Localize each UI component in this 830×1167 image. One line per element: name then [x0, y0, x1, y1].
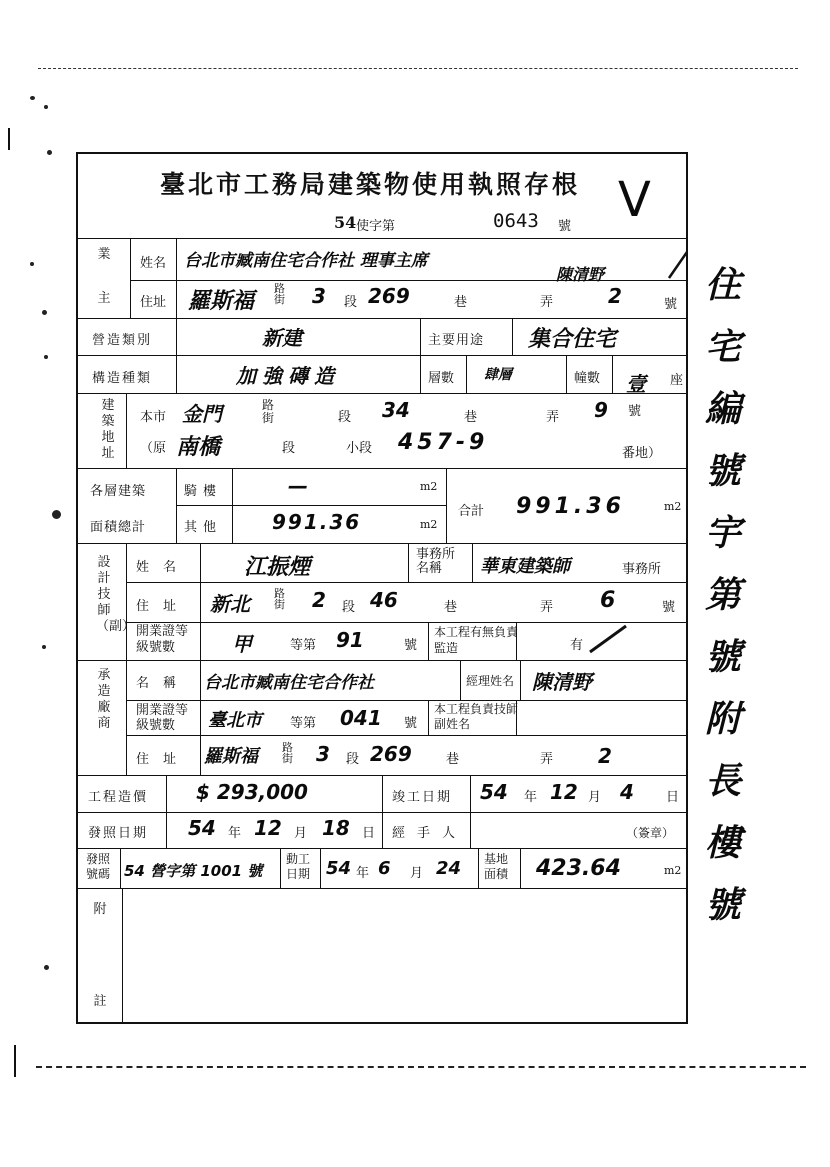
designer-road-label: 路街 — [274, 587, 285, 611]
rule — [520, 848, 521, 888]
contractor-addr-no: 2 — [598, 744, 612, 768]
issue-month: 12 — [254, 816, 282, 840]
issue-day: 18 — [322, 816, 350, 840]
contractor-mgr-value: 陳清野 — [532, 670, 592, 694]
owner-section-char1: 業 — [97, 247, 111, 262]
rule — [76, 393, 688, 394]
rule — [76, 660, 688, 661]
cost-value: $ 293,000 — [196, 780, 308, 804]
rule — [520, 660, 521, 700]
area-label-2: 面積總計 — [90, 520, 147, 535]
area-shared-value: 991.36 — [272, 510, 362, 534]
rule — [76, 468, 688, 469]
rule — [166, 775, 167, 812]
site-sec-label: 段 — [338, 410, 352, 425]
contractor-addr-sec: 3 — [316, 742, 330, 766]
start-label: 動工日期 — [286, 852, 311, 881]
site-road: 金門 — [182, 402, 222, 426]
area-total-unit: m2 — [664, 500, 682, 513]
owner-addr-lane: 269 — [368, 284, 410, 308]
designer-lic-no-label: 號 — [404, 638, 418, 653]
rule — [466, 355, 467, 393]
rule — [320, 848, 321, 888]
build-bldg-value: 壹 — [626, 372, 646, 396]
site-road-label: 路街 — [262, 398, 275, 425]
tick-stroke — [665, 250, 695, 280]
rule — [428, 622, 429, 660]
scan-speck — [30, 96, 35, 100]
scan-mark — [14, 1045, 16, 1077]
designer-addr-label: 住址 — [136, 599, 191, 614]
area-label-1: 各層建築 — [90, 484, 147, 499]
cost-label: 工程造價 — [88, 790, 149, 805]
contractor-addr-label: 住址 — [136, 752, 191, 767]
contractor-addr-road: 羅斯福 — [204, 746, 258, 767]
rule — [408, 543, 409, 582]
owner-addr-label: 住址 — [140, 295, 167, 310]
contractor-grade-label: 等第 — [290, 716, 317, 731]
check-mark: V — [618, 172, 651, 228]
notes-label-2: 註 — [93, 994, 107, 1009]
owner-name-value: 台北市臧南住宅合作社 理事主席 — [184, 251, 428, 271]
contractor-lane-label: 巷 — [446, 752, 460, 767]
rule — [176, 468, 177, 543]
rule — [122, 888, 123, 1024]
rule — [166, 812, 167, 848]
contractor-lic-no-label: 號 — [404, 716, 418, 731]
rule — [126, 735, 688, 736]
contractor-road-label: 路街 — [282, 741, 293, 765]
site-area-unit: m2 — [664, 864, 682, 877]
site-lane: 34 — [382, 398, 410, 422]
rule — [176, 318, 177, 393]
build-type-label: 營造類別 — [92, 333, 153, 348]
designer-addr-sec: 2 — [312, 588, 326, 612]
scan-speck — [30, 262, 34, 266]
build-use-label: 主要用途 — [428, 333, 485, 348]
site-lot: 457-9 — [398, 430, 489, 455]
designer-lic-grade: 甲 — [232, 632, 252, 656]
site-area-label: 基地面積 — [484, 852, 509, 881]
designer-office-value: 華東建築師 — [480, 556, 570, 577]
form-title: 臺北市工務局建築物使用執照存根 — [159, 170, 580, 199]
contractor-sec-label: 段 — [346, 752, 360, 767]
scan-speck — [44, 355, 48, 359]
rule — [420, 318, 421, 355]
site-orig-sec-label: 段 — [282, 441, 296, 456]
area-arcade-label: 騎樓 — [184, 484, 223, 499]
rule — [612, 355, 613, 393]
site-lot-label: 番地） — [622, 446, 662, 461]
rule — [200, 543, 201, 775]
designer-lic-label: 開業證等級號數 — [136, 624, 189, 655]
build-floors-value: 肆層 — [484, 367, 512, 383]
rule — [126, 700, 688, 701]
rule — [76, 355, 688, 356]
contractor-tech-label: 本工程負責技師副姓名 — [434, 702, 519, 731]
designer-lane-label: 巷 — [444, 600, 458, 615]
contractor-addr-lane: 269 — [370, 742, 412, 766]
site-no: 9 — [594, 398, 608, 422]
site-alley-label: 弄 — [546, 410, 560, 425]
permit-no-label: 發照號碼 — [86, 852, 111, 881]
scan-speck — [44, 965, 49, 970]
rule — [478, 848, 479, 888]
build-type-value: 新建 — [262, 326, 302, 350]
tick-stroke — [586, 622, 630, 656]
rule — [566, 355, 567, 393]
rule — [76, 848, 688, 849]
owner-lane-label: 巷 — [454, 295, 468, 310]
cost-done-m-label: 月 — [588, 790, 602, 805]
owner-addr-road: 羅斯福 — [188, 289, 255, 314]
designer-office-label: 事務所名稱 — [416, 547, 456, 576]
notes-label-1: 附 — [93, 902, 107, 917]
contractor-mgr-label: 經理姓名 — [466, 674, 515, 688]
site-no-label: 號 — [628, 404, 642, 419]
designer-addr-no: 6 — [600, 588, 616, 613]
scan-speck — [42, 645, 46, 649]
rule — [446, 468, 447, 543]
owner-section-char2: 主 — [97, 291, 111, 306]
designer-grade-label: 等第 — [290, 638, 317, 653]
issue-y-label: 年 — [228, 826, 242, 841]
issue-seal-label: （簽章） — [626, 826, 675, 840]
designer-addr-lane: 46 — [370, 588, 398, 612]
cost-done-y-label: 年 — [524, 790, 538, 805]
scan-speck — [47, 150, 52, 155]
permit-year: 54 — [334, 213, 357, 232]
rule — [470, 775, 471, 812]
designer-section-label: 設計技師（副） — [96, 555, 136, 634]
rule — [120, 848, 121, 888]
owner-sec-label: 段 — [344, 295, 358, 310]
designer-resp-label: 本工程有無負責監造 — [434, 625, 519, 655]
owner-rep-value: 陳清野 — [556, 265, 605, 284]
permit-number: 0643 — [493, 210, 539, 232]
owner-addr-no: 2 — [608, 284, 622, 308]
rule — [232, 468, 233, 543]
rule — [126, 543, 127, 775]
permit-type-label: 使字第 — [356, 219, 396, 234]
rule — [472, 543, 473, 582]
rule — [280, 848, 281, 888]
designer-sec-label: 段 — [342, 600, 356, 615]
rule — [130, 238, 131, 318]
owner-no-label: 號 — [664, 297, 678, 312]
owner-road-label: 路街 — [274, 282, 285, 306]
rule — [382, 775, 383, 812]
area-shared-label: 其他 — [184, 520, 223, 535]
rule — [76, 318, 688, 319]
start-day: 24 — [436, 858, 462, 879]
cost-done-label: 竣工日期 — [392, 790, 453, 805]
contractor-lic-label: 開業證等級號數 — [136, 703, 189, 733]
designer-resp-value: 有 — [570, 638, 584, 653]
contractor-alley-label: 弄 — [540, 752, 554, 767]
start-month: 6 — [378, 858, 391, 879]
scan-speck — [42, 310, 47, 315]
cost-done-year: 54 — [480, 780, 508, 804]
rule — [460, 660, 461, 700]
site-orig-sec: 南橋 — [176, 435, 221, 460]
scan-speck — [52, 510, 61, 519]
rule — [176, 505, 446, 506]
issue-year: 54 — [188, 816, 216, 840]
designer-office-suffix: 事務所 — [622, 562, 662, 577]
permit-number-suffix: 號 — [558, 219, 572, 234]
build-use-value: 集合住宅 — [528, 327, 617, 352]
designer-alley-label: 弄 — [540, 600, 554, 615]
site-section-label: 建築地址 — [101, 398, 115, 461]
issue-handler-label: 經手人 — [392, 826, 468, 841]
build-struct-value: 加強磚造 — [236, 364, 340, 388]
rule — [176, 238, 177, 318]
site-lane-label: 巷 — [464, 410, 478, 425]
start-y-label: 年 — [356, 866, 370, 881]
start-year: 54 — [326, 858, 352, 879]
build-bldg-unit: 座 — [670, 373, 684, 388]
issue-m-label: 月 — [294, 826, 308, 841]
issue-d-label: 日 — [362, 826, 376, 841]
owner-name-label: 姓名 — [140, 256, 167, 271]
cost-done-month: 12 — [550, 780, 578, 804]
rule — [76, 238, 688, 239]
area-arcade-value: — — [288, 474, 308, 498]
scan-edge-bottom — [36, 1066, 806, 1068]
margin-bleed-text: 住宅編號宇第號附長樓號 — [705, 265, 742, 926]
area-total-label: 合計 — [458, 504, 485, 519]
area-arcade-unit: m2 — [420, 480, 438, 493]
build-bldg-label: 幢數 — [574, 371, 601, 386]
rule — [126, 393, 127, 468]
issue-label: 發照日期 — [88, 826, 149, 841]
area-shared-unit: m2 — [420, 518, 438, 531]
site-city-label: 本市 — [140, 410, 167, 425]
designer-name-label: 姓名 — [136, 560, 191, 575]
site-sub-label: 小段 — [346, 441, 373, 456]
rule — [382, 812, 383, 848]
site-area-value: 423.64 — [536, 856, 621, 881]
rule — [126, 582, 688, 583]
contractor-lic-city: 臺北市 — [208, 710, 262, 731]
rule — [428, 700, 429, 735]
designer-no-label: 號 — [662, 600, 676, 615]
rule — [76, 543, 688, 544]
owner-alley-label: 弄 — [540, 295, 554, 310]
rule — [512, 318, 513, 355]
start-m-label: 月 — [410, 866, 424, 881]
rule — [470, 812, 471, 848]
build-floors-label: 層數 — [428, 371, 455, 386]
designer-addr-road: 新北 — [210, 592, 250, 616]
designer-lic-no: 91 — [336, 628, 364, 652]
contractor-name-value: 台北市臧南住宅合作社 — [204, 673, 374, 693]
scan-edge-top — [38, 68, 798, 69]
scan-mark — [8, 128, 10, 150]
owner-addr-sec: 3 — [312, 284, 326, 308]
site-orig-label: （原 — [140, 441, 167, 456]
scan-speck — [44, 105, 48, 109]
contractor-lic-no: 041 — [340, 706, 382, 730]
contractor-section-label: 承造廠商 — [97, 668, 111, 731]
designer-name-value: 江振煙 — [244, 555, 311, 580]
contractor-name-label: 名稱 — [136, 676, 191, 691]
rule — [130, 280, 688, 281]
rule — [420, 355, 421, 393]
area-total-value: 991.36 — [516, 494, 625, 519]
permit-no-value: 54 營字第 1001 號 — [124, 862, 263, 880]
cost-done-d-label: 日 — [666, 790, 680, 805]
build-struct-label: 構造種類 — [92, 371, 153, 386]
cost-done-day: 4 — [620, 780, 634, 804]
rule — [76, 888, 688, 889]
